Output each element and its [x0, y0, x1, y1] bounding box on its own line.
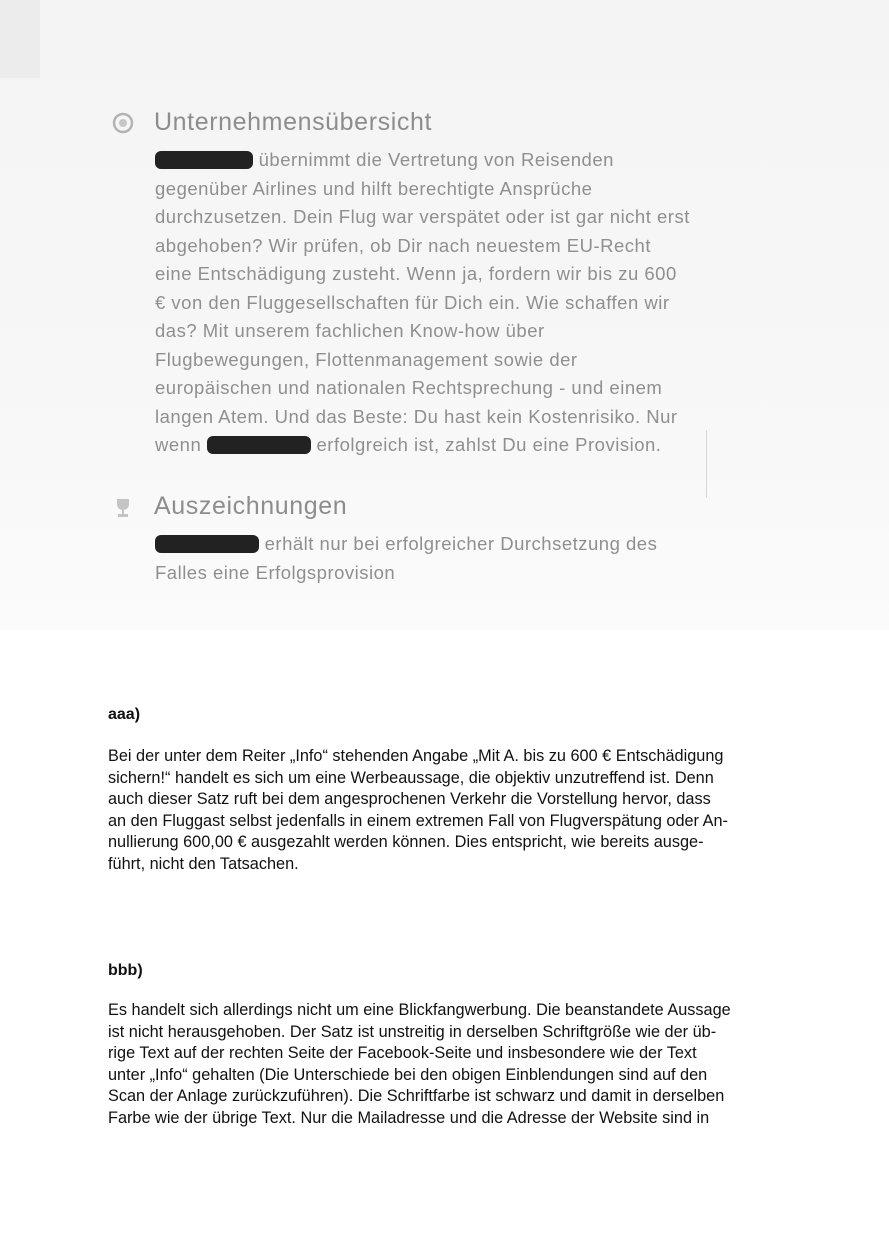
paragraph	[108, 1000, 792, 1130]
text-line: Scan der Anlage zurückzuführen). Die Schriftfarbe ist schwarz und damit in derselben	[108, 1087, 725, 1106]
text-line: unter „Info“ gehalten (Die Unterschiede bei den obigen Einblendungen sind auf den	[108, 1065, 708, 1084]
scan-artifact	[0, 0, 40, 78]
section-title: Unternehmensübersicht	[154, 108, 433, 136]
text-line: durchzusetzen. Dein Flug war verspätet oder ist gar nicht erst	[155, 206, 690, 227]
text-line: an den Fluggast selbst jedenfalls in einem extremen Fall von Flugverspätung oder An-	[108, 811, 728, 830]
text-line: nullierung 600,00 € ausgezahlt werden können. Dies entspricht, wie bereits ausge-	[108, 833, 704, 852]
section-title: Auszeichnungen	[154, 492, 348, 520]
trophy-icon	[112, 496, 134, 518]
text-line: auch dieser Satz ruft bei dem angesprochenen Verkehr die Vorstellung hervor, dass	[108, 790, 711, 809]
section-aaa	[108, 706, 792, 876]
text-line: wenn erfolgreich ist, zahlst Du eine Provision.	[155, 434, 662, 455]
section-bbb	[108, 962, 792, 1130]
text-line: sichern!“ handelt es sich um eine Werbeaussage, die objektiv unzutreffend ist. Denn	[108, 768, 714, 787]
section-heading: bbb)	[108, 962, 143, 979]
text-line: Farbe wie der übrige Text. Nur die Mailadresse und die Adresse der Website sind in	[108, 1108, 710, 1127]
section-body	[155, 530, 765, 587]
text-line: übernimmt die Vertretung von Reisenden	[155, 146, 765, 175]
text-line: Flugbewegungen, Flottenmanagement sowie der	[155, 348, 578, 370]
text-line: langen Atem. Und das Beste: Du hast kein Kostenrisiko. Nur	[155, 405, 678, 427]
redaction-bar	[155, 535, 259, 553]
redaction-bar	[207, 436, 311, 454]
text-line: € von den Fluggesellschaften für Dich ein. Wie schaffen wir	[155, 291, 670, 313]
text-line: das? Mit unserem fachlichen Know-how über	[155, 320, 545, 341]
text-line: eine Entschädigung zusteht. Wenn ja, fordern wir bis zu 600	[155, 263, 677, 284]
info-circle-icon	[112, 112, 134, 134]
text-line: gegenüber Airlines und hilft berechtigte Ansprüche	[155, 177, 593, 199]
text-line: abgehoben? Wir prüfen, ob Dir nach neuestem EU-Recht	[155, 234, 651, 256]
text-line: führt, nicht den Tatsachen.	[108, 854, 299, 873]
text-line: Es handelt sich allerdings nicht um eine Blickfangwerbung. Die beanstandete Aussage	[108, 1001, 731, 1019]
text-line: Falles eine Erfolgsprovision	[155, 561, 396, 583]
text-line: erhält nur bei erfolgreicher Durchsetzung des	[155, 530, 765, 559]
paragraph	[108, 746, 792, 876]
text-line: europäischen und nationalen Rechtsprechung - und einem	[155, 377, 663, 398]
section-body	[155, 146, 765, 460]
text-line: Bei der unter dem Reiter „Info“ stehenden Angabe „Mit A. bis zu 600 € Entschädigung	[108, 747, 724, 765]
text-line: ist nicht herausgehoben. Der Satz ist unstreitig in derselben Schriftgröße wie der üb-	[108, 1022, 717, 1041]
text-line: rige Text auf der rechten Seite der Facebook-Seite und insbesondere wie der Text	[108, 1044, 697, 1063]
section-heading: aaa)	[108, 706, 141, 723]
redaction-bar	[155, 151, 253, 169]
divider	[706, 430, 707, 498]
